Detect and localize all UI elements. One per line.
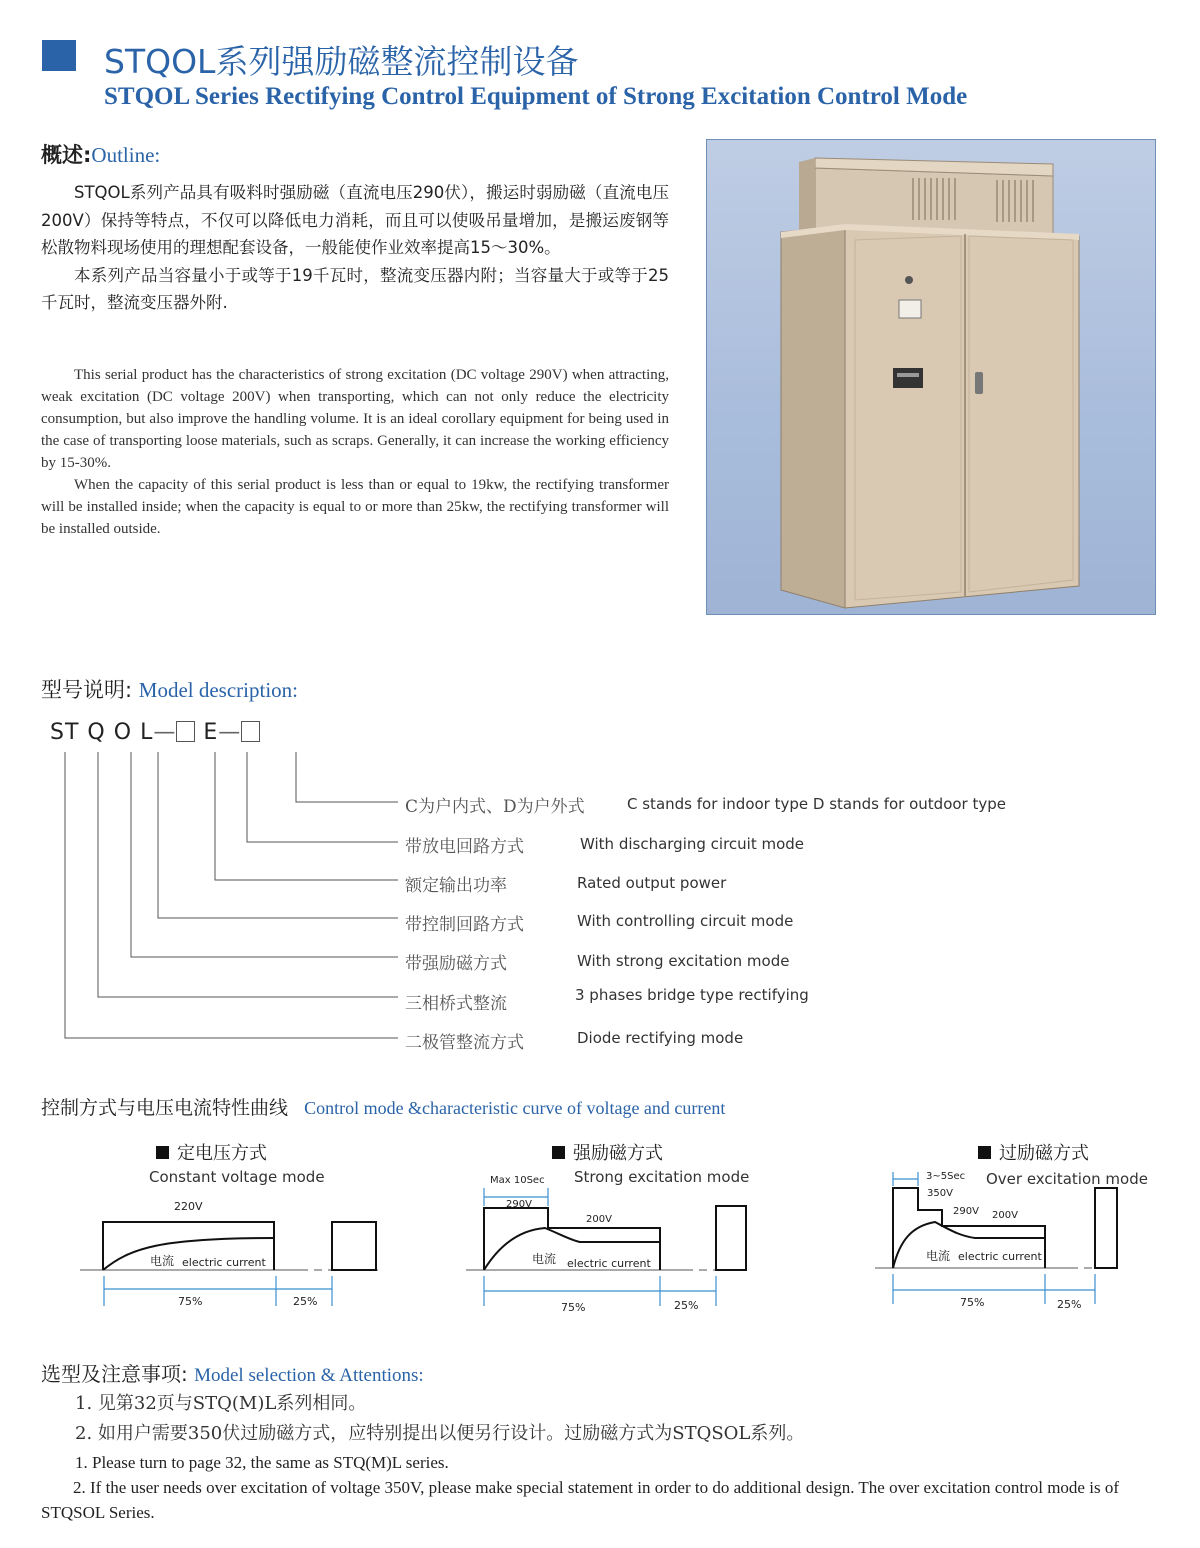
page-title-en: STQOL Series Rectifying Control Equipment of Strong Excitation Control Mode: [104, 83, 968, 110]
code-q: Q: [87, 720, 106, 745]
current-label-cn: 电流: [926, 1249, 951, 1263]
mode-1-title-cn: 定电压方式: [177, 1143, 267, 1164]
square-bullet-icon: [552, 1146, 565, 1159]
code-e: E: [203, 720, 219, 745]
mode-1-pct-75: 75%: [178, 1295, 203, 1308]
model-heading-en: Model description:: [138, 678, 298, 702]
mode-2-title-en: Strong excitation mode: [574, 1168, 750, 1186]
outline-en-para-2: When the capacity of this serial product is less than or equal to 19kw, the rectifying transformer will be installed inside; when the capacity is equal to or more than 25kw, the rectifying transformer will be installed outside.: [41, 477, 669, 537]
attention-en-item-2: 2. If the user needs over excitation of voltage 350V, please make special statement in order to do additional design. The over excitation control mode is of STQSOL Series.: [41, 1478, 1119, 1522]
mode-2-voltage-290: 290V: [506, 1199, 532, 1210]
code-st: ST: [50, 720, 80, 745]
attention-en-list: [41, 1450, 1159, 1525]
model-row-cn: 带放电回路方式: [405, 837, 524, 857]
mode-2-voltage-200: 200V: [586, 1214, 612, 1225]
mode-3-pct-75: 75%: [960, 1296, 985, 1309]
model-row-cn: 额定输出功率: [405, 876, 507, 896]
model-row-en: Rated output power: [577, 874, 727, 892]
attention-heading-en: Model selection & Attentions:: [194, 1365, 424, 1386]
attention-en-item-1: 1. Please turn to page 32, the same as STQ(M)L series.: [75, 1453, 449, 1472]
square-bullet-icon: [156, 1146, 169, 1159]
model-row-en: With discharging circuit mode: [580, 835, 805, 853]
code-dash-2: —: [218, 720, 242, 745]
mode-3-title-cn: 过励磁方式: [999, 1143, 1089, 1164]
model-row-cn: 二极管整流方式: [405, 1033, 524, 1053]
attention-heading: [41, 1358, 424, 1387]
curves-heading: [41, 1093, 725, 1120]
mode-3-voltage-200: 200V: [992, 1210, 1018, 1221]
square-bullet-icon: [978, 1146, 991, 1159]
curve-diagram-1: [80, 1200, 380, 1308]
mode-2-max: Max 10Sec: [490, 1175, 545, 1186]
mode-3-title-en: Over excitation mode: [986, 1170, 1148, 1188]
code-l: L: [140, 720, 154, 745]
mode-3-voltage-290: 290V: [953, 1206, 979, 1217]
model-heading-cn: 型号说明:: [41, 678, 133, 702]
model-row-cn: C为户内式、D为户外式: [405, 797, 585, 817]
mode-1-pct-25: 25%: [293, 1295, 318, 1308]
page-title-cn: STQOL系列强励磁整流控制设备: [104, 42, 579, 81]
mode-2-pct-25: 25%: [674, 1299, 699, 1312]
mode-3-voltage-350: 350V: [927, 1188, 953, 1199]
current-label-en: electric current: [567, 1257, 651, 1270]
curves-heading-cn: 控制方式与电压电流特性曲线: [41, 1097, 289, 1119]
attention-cn-item-2: 2. 如用户需要350伏过励磁方式，应特别提出以便另行设计。过励磁方式为STQSOL系列。: [75, 1423, 805, 1444]
model-row-en: 3 phases bridge type rectifying: [575, 986, 809, 1004]
code-dash-1: —: [153, 720, 177, 745]
mode-3-pct-25: 25%: [1057, 1298, 1082, 1311]
mode-1-title-en: Constant voltage mode: [149, 1168, 325, 1186]
curve-diagram-2: [466, 1175, 746, 1314]
outline-cn-para-2: 本系列产品当容量小于或等于19千瓦时，整流变压器内附；当容量大于或等于25千瓦时，整流变压器外附.: [41, 265, 669, 312]
current-label-en: electric current: [182, 1256, 266, 1269]
outline-cn-para-1: STQOL系列产品具有吸料时强励磁（直流电压290伏），搬运时弱励磁（直流电压200V）保持等特点，不仅可以降低电力消耗，而且可以使吸吊量增加，是搬运废钢等松散物料现场使用的理想配套设备，一般能使作业效率提高15～30%。: [41, 183, 669, 257]
mode-3-max: 3~5Sec: [926, 1171, 966, 1182]
model-row-cn: 三相桥式整流: [405, 994, 507, 1014]
mode-1-voltage: 220V: [174, 1200, 203, 1213]
mode-2-title-cn: 强励磁方式: [573, 1143, 663, 1164]
curves-heading-en: Control mode &characteristic curve of voltage and current: [304, 1098, 726, 1118]
outline-heading-cn: 概述:: [41, 143, 92, 167]
model-row-en: With controlling circuit mode: [577, 912, 794, 930]
curve-diagram-3: [875, 1171, 1118, 1311]
model-row-en: With strong excitation mode: [577, 952, 790, 970]
model-row-en: Diode rectifying mode: [577, 1029, 744, 1047]
current-label-cn: 电流: [150, 1254, 175, 1268]
mode-2-pct-75: 75%: [561, 1301, 586, 1314]
characteristic-curves: [0, 1160, 1200, 1320]
current-label-en: electric current: [958, 1250, 1042, 1263]
current-label-cn: 电流: [532, 1252, 557, 1266]
attention-cn-item-1: 1. 见第32页与STQ(M)L系列相同。: [75, 1393, 367, 1414]
model-row-cn: 带强励磁方式: [405, 954, 507, 974]
model-row-en: C stands for indoor type D stands for outdoor type: [627, 795, 1006, 813]
attention-heading-cn: 选型及注意事项:: [41, 1362, 188, 1386]
model-row-cn: 带控制回路方式: [405, 915, 524, 935]
outline-en-para-1: This serial product has the characteristics of strong excitation (DC voltage 290V) when attracting, weak excitation (DC voltage 200V) when transporting, which can not only reduce the electricity consumption, but also improve the handling volume. It is an ideal corollary equipment for being used in the case of transporting loose materials, such as scraps. Generally, it can increase the working efficiency by 15-30%.: [41, 367, 669, 471]
outline-heading-en: Outline:: [91, 143, 161, 167]
code-o: O: [113, 720, 133, 745]
